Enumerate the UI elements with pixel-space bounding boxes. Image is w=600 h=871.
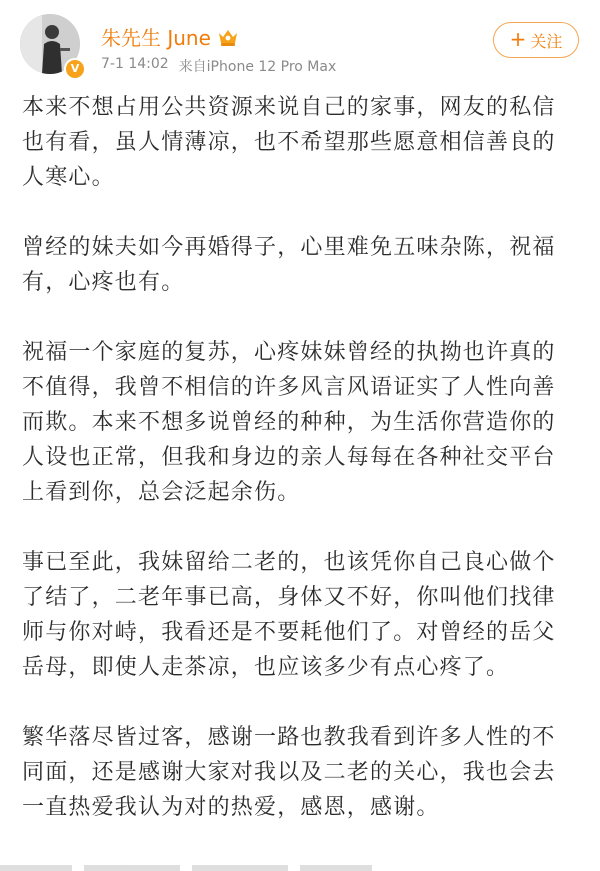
- post-meta: [101, 56, 336, 76]
- post-paragraph: 繁华落尽皆过客，感谢一路也教我看到许多人性的不同面，还是感谢大家对我以及二老的关心，我也会去一直热爱我认为对的热爱，感恩，感谢。: [22, 725, 556, 820]
- post-header: [0, 0, 600, 90]
- post-time: 7-1 14:02: [101, 56, 169, 72]
- next-content-strip: [0, 865, 600, 871]
- author-name-text[interactable]: 朱先生 June: [101, 26, 211, 50]
- post-paragraph: 事已至此，我妹留给二老的，也该凭你自己良心做个了结了，二老年事已高，身体又不好，你叫他们找律师与你对峙，我看还是不要耗他们了。对曾经的岳父岳母，即使人走茶凉，也应该多少有点心疼了。: [22, 550, 556, 680]
- verified-badge-icon: V: [64, 58, 86, 80]
- post-paragraph: 本来不想占用公共资源来说自己的家事，网友的私信也有看，虽人情薄凉，也不希望那些愿意相信善良的人寒心。: [22, 95, 556, 190]
- follow-button-label: 关注: [530, 31, 563, 51]
- post-paragraph: 祝福一个家庭的复苏，心疼妹妹曾经的执拗也许真的不值得，我曾不相信的许多风言风语证实了人性向善而欺。本来不想多说曾经的种种，为生活你营造你的人设也正常，但我和身边的亲人每每在各种社交平台上看到你，总会泛起余伤。: [22, 340, 556, 505]
- follow-button[interactable]: [493, 22, 579, 58]
- plus-icon: +: [509, 27, 527, 51]
- author-name[interactable]: [101, 22, 239, 51]
- post-source: 来自iPhone 12 Pro Max: [178, 59, 337, 75]
- vip-crown-icon: [217, 27, 239, 47]
- post-body: [22, 90, 578, 860]
- post-paragraph: 曾经的妹夫如今再婚得子，心里难免五味杂陈，祝福有，心疼也有。: [22, 235, 556, 295]
